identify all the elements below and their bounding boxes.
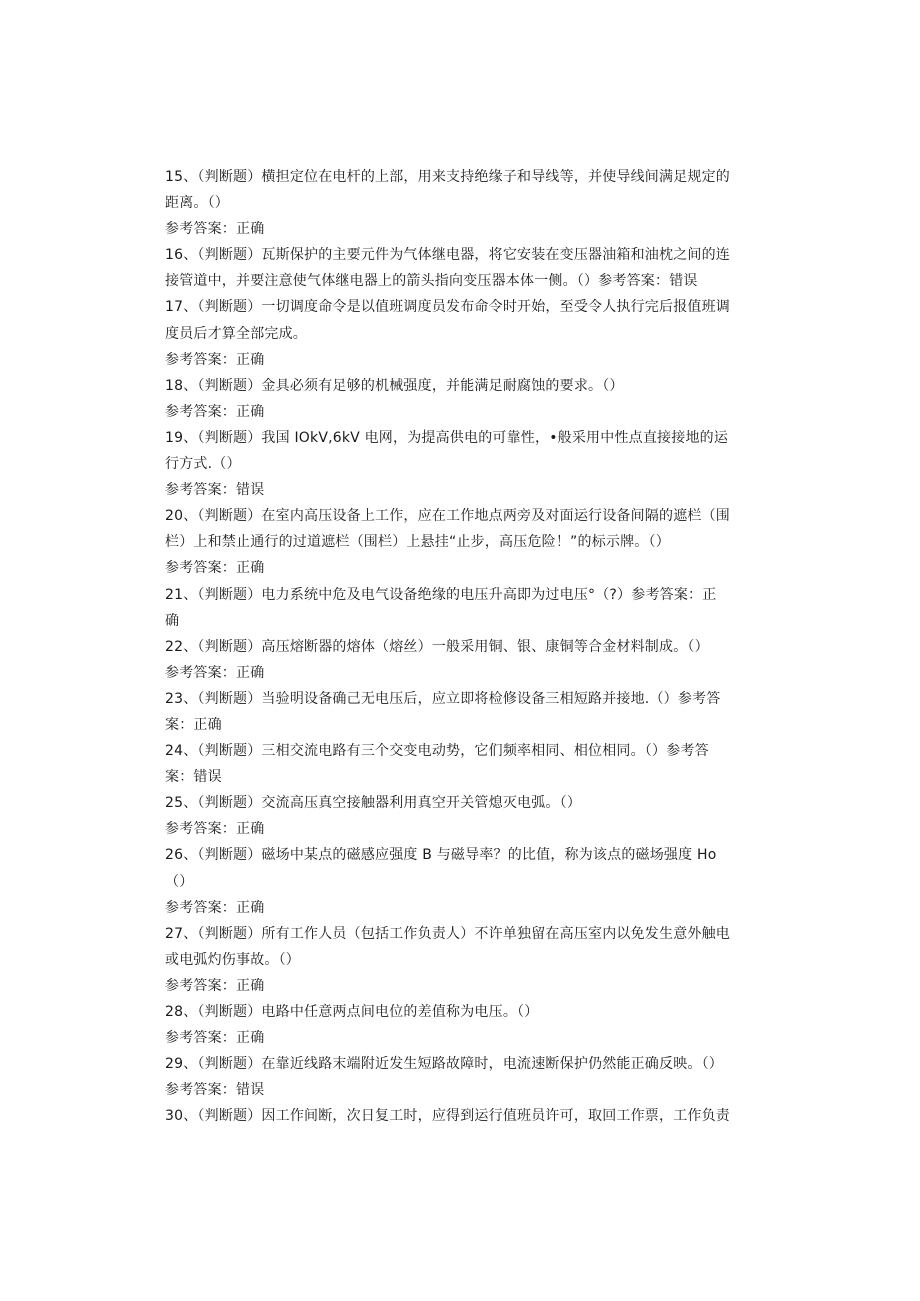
text-line: 行方式.（） bbox=[165, 456, 241, 473]
text-line: 28、（判断题）电路中任意两点间电位的差值称为电压。（） bbox=[165, 1004, 539, 1020]
text-line: 26、（判断题）磁场中某点的磁感应强度 B 与磁导率？的比值，称为该点的磁场强度 Ho bbox=[165, 847, 717, 864]
text-line: 30、（判断题）因工作间断，次日复工时，应得到运行值班员许可，取回工作票，工作负责 bbox=[165, 1108, 731, 1125]
text-line: 或电弧灼伤事故。（） bbox=[165, 951, 300, 968]
text-line: 栏）上和禁止通行的过道遮栏（围栏）上悬挂“止步，高压危险！”的标示牌。（） bbox=[165, 534, 670, 551]
answer-line: 参考答案：正确 bbox=[165, 351, 265, 368]
text-line: 案：错误 bbox=[165, 769, 222, 786]
answer-line: 参考答案：正确 bbox=[165, 403, 265, 420]
document-body bbox=[165, 164, 765, 1129]
text-line: 25、（判断题）交流高压真空接触器利用真空开关管熄灭电弧。（） bbox=[165, 795, 582, 812]
text-line: 15、（判断题）横担定位在电杆的上部，用来支持绝缘子和导线等，并使导线间满足规定的 bbox=[165, 169, 731, 185]
text-line: 17、（判断题）一切调度命令是以值班调度员发布命令时开始，至受令人执行完后报值班调 bbox=[165, 299, 731, 316]
text-line: 接管道中，并要注意使气体继电器上的箭头指向变压器本体一侧。（）参考答案：错误 bbox=[165, 273, 698, 290]
text-line: 21、（判断题）电力系统中危及电气设备绝缘的电压升高即为过电压°（?）参考答案：正 bbox=[165, 586, 717, 603]
text-line: 案：正确 bbox=[165, 716, 222, 733]
text-line: 22、（判断题）高压熔断器的熔体（熔丝）一般采用铜、银、康铜等合金材料制成。（） bbox=[165, 638, 709, 655]
answer-line: 参考答案：错误 bbox=[165, 482, 265, 499]
answer-line: 参考答案：正确 bbox=[165, 977, 265, 994]
answer-line: 参考答案：正确 bbox=[165, 1030, 265, 1047]
text-line: 确 bbox=[165, 612, 180, 629]
text-line: 23、（判断题）当验明设备确己无电压后，应立即将检修设备三相短路并接地.（）参考答 bbox=[165, 690, 721, 707]
text-line: 度员后才算全部完成。 bbox=[165, 325, 307, 342]
text-line: 27、（判断题）所有工作人员（包括工作负责人）不许单独留在高压室内以免发生意外触电 bbox=[165, 925, 731, 942]
text-line: 29、（判断题）在靠近线路末端附近发生短路故障时，电流速断保护仍然能正确反映。（） bbox=[165, 1056, 724, 1073]
text-line: （） bbox=[165, 873, 194, 890]
answer-line: 参考答案：正确 bbox=[165, 899, 265, 916]
text-line: 16、（判断题）瓦斯保护的主要元件为气体继电器，将它安装在变压器油箱和油枕之间的连 bbox=[165, 247, 731, 264]
text-line: 19、（判断题）我国 IOkV,6kV 电网，为提高供电的可靠性，•般采用中性点直接接地的运 bbox=[165, 429, 729, 446]
text-line: 18、（判断题）金具必须有足够的机械强度，并能满足耐腐蚀的要求。（） bbox=[165, 377, 624, 394]
answer-line: 参考答案：正确 bbox=[165, 821, 265, 838]
text-line: 20、（判断题）在室内高压设备上工作，应在工作地点两旁及对面运行设备间隔的遮栏（围 bbox=[165, 508, 731, 525]
answer-line: 参考答案：错误 bbox=[165, 1082, 265, 1099]
text-line: 24、（判断题）三相交流电路有三个交变电动势，它们频率相同、相位相同。（）参考答 bbox=[165, 743, 709, 760]
text-line: 距离。（） bbox=[165, 195, 229, 212]
answer-line: 参考答案：正确 bbox=[165, 664, 265, 681]
answer-line: 参考答案：正确 bbox=[165, 221, 265, 238]
answer-line: 参考答案：正确 bbox=[165, 560, 265, 577]
